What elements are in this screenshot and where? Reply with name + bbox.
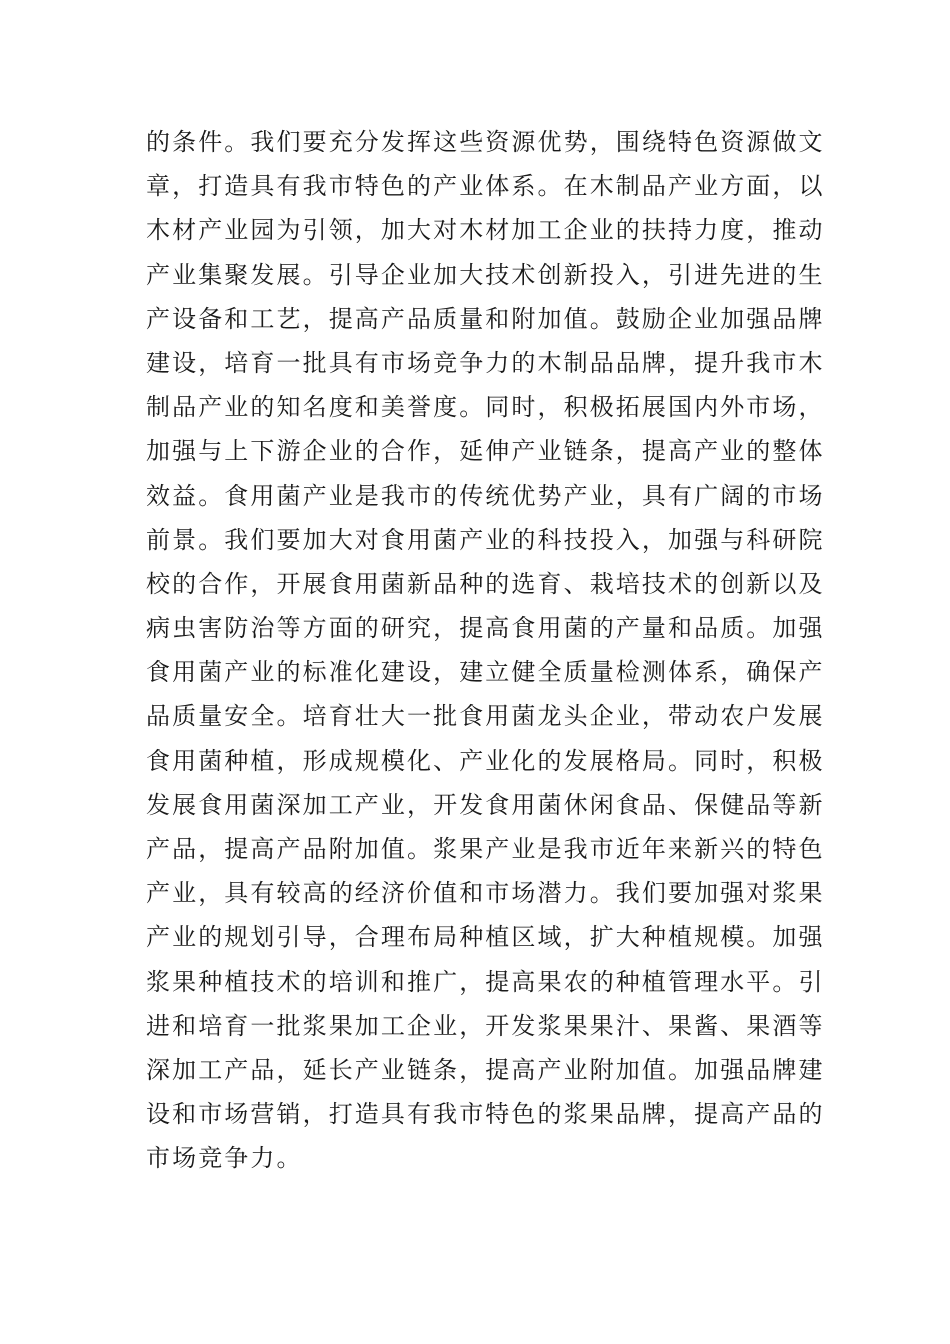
text-line: 浆果种植技术的培训和推广，提高果农的种植管理水平。引 [146,967,825,996]
text-line: 效益。食用菌产业是我市的传统优势产业，具有广阔的市场 [146,481,825,510]
text-line: 产业集聚发展。引导企业加大技术创新投入，引进先进的生 [146,260,825,289]
text-line: 食用菌产业的标准化建设，建立健全质量检测体系，确保产 [146,658,825,687]
text-line: 章，打造具有我市特色的产业体系。在木制品产业方面，以 [146,172,825,201]
text-line: 前景。我们要加大对食用菌产业的科技投入，加强与科研院 [146,525,825,554]
text-line: 产品，提高产品附加值。浆果产业是我市近年来新兴的特色 [146,835,825,863]
text-line: 木材产业园为引领，加大对木材加工企业的扶持力度，推动 [146,216,825,245]
text-line: 设和市场营销，打造具有我市特色的浆果品牌，提高产品的 [146,1100,825,1129]
text-line: 加强与上下游企业的合作，延伸产业链条，提高产业的整体 [146,437,825,466]
text-line: 建设，培育一批具有市场竞争力的木制品品牌，提升我市木 [146,348,825,377]
text-line: 市场竞争力。 [146,1144,303,1173]
text-line: 制品产业的知名度和美誉度。同时，积极拓展国内外市场， [146,393,825,422]
text-line: 深加工产品，延长产业链条，提高产业附加值。加强品牌建 [146,1055,825,1084]
text-line: 发展食用菌深加工产业，开发食用菌休闲食品、保健品等新 [146,790,825,819]
text-line: 进和培育一批浆果加工企业，开发浆果果汁、果酱、果酒等 [146,1011,825,1040]
text-line: 病虫害防治等方面的研究，提高食用菌的产量和品质。加强 [146,614,825,643]
text-line: 的条件。我们要充分发挥这些资源优势，围绕特色资源做文 [146,128,825,156]
text-line: 食用菌种植，形成规模化、产业化的发展格局。同时，积极 [146,746,825,775]
text-line: 产业，具有较高的经济价值和市场潜力。我们要加强对浆果 [146,879,825,908]
text-line: 产业的规划引导，合理布局种植区域，扩大种植规模。加强 [146,923,825,952]
text-line: 产设备和工艺，提高产品质量和附加值。鼓励企业加强品牌 [146,304,825,333]
text-line: 品质量安全。培育壮大一批食用菌龙头企业，带动农户发展 [146,702,825,731]
body-text [146,120,825,1181]
text-line: 校的合作，开展食用菌新品种的选育、栽培技术的创新以及 [146,569,825,598]
